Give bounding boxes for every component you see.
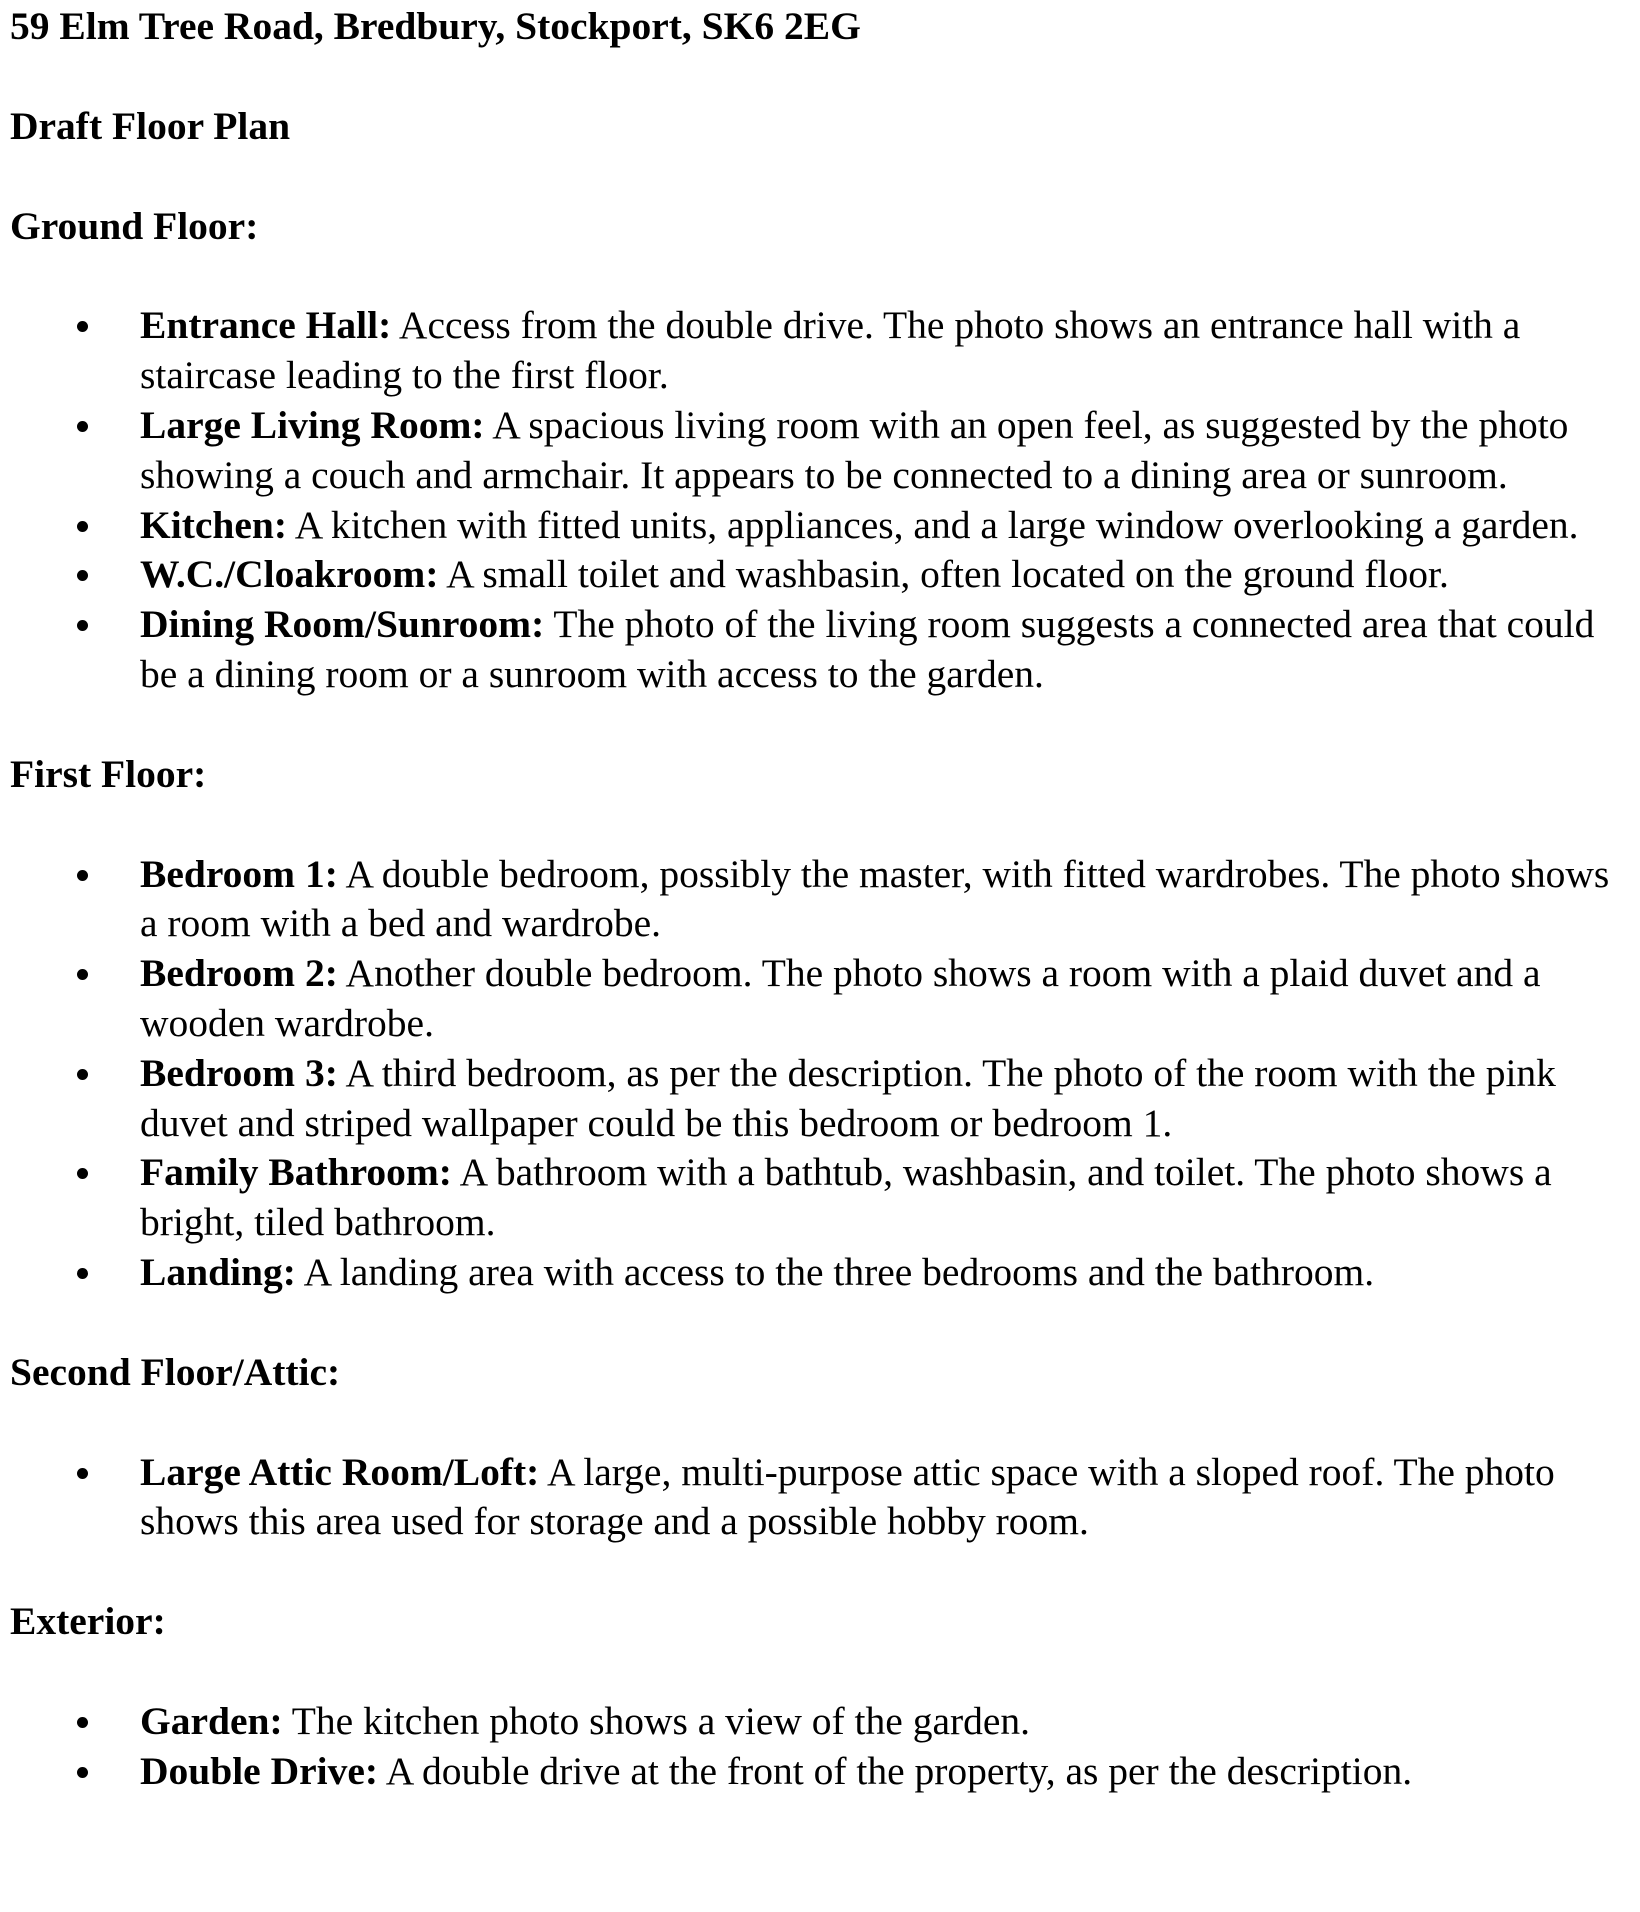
document-title: 59 Elm Tree Road, Bredbury, Stockport, SK6 2EG <box>10 4 861 48</box>
spacer <box>10 1398 1640 1448</box>
bullet-icon <box>77 521 88 532</box>
bullet-icon <box>77 969 88 980</box>
room-description: A double bedroom, possibly the master, with fitted wardrobes. The photo shows a room with a bed and wardrobe. <box>140 851 1610 946</box>
section-exterior <box>10 1597 1640 1796</box>
bullet-icon <box>77 421 88 432</box>
room-label: Kitchen: <box>140 502 288 547</box>
section-first-floor <box>10 750 1640 1348</box>
room-label: Bedroom 1: <box>140 851 338 896</box>
section-second-floor <box>10 1348 1640 1597</box>
room-label: Dining Room/Sunroom: <box>140 602 545 647</box>
room-description: Access from the double drive. The photo shows an entrance hall with a staircase leading to the first floor. <box>140 303 1521 398</box>
room-label: Bedroom 2: <box>140 951 338 996</box>
section-ground-floor <box>10 202 1640 750</box>
list-item <box>10 600 1640 700</box>
section-heading: First Floor: <box>10 751 207 796</box>
list-item <box>10 501 1640 551</box>
list-item <box>10 1448 1640 1548</box>
list-item <box>10 401 1640 501</box>
bullet-icon <box>77 1468 88 1479</box>
room-list <box>10 1697 1640 1797</box>
room-label: W.C./Cloakroom: <box>140 552 439 597</box>
room-description: A landing area with access to the three bedrooms and the bathroom. <box>295 1249 1375 1294</box>
list-item <box>10 550 1640 600</box>
list-item <box>10 850 1640 950</box>
room-label: Entrance Hall: <box>140 303 392 348</box>
room-list <box>10 301 1640 699</box>
room-description: A bathroom with a bathtub, washbasin, and toilet. The photo shows a bright, tiled bathroom. <box>140 1150 1552 1245</box>
room-description: A spacious living room with an open feel, as suggested by the photo showing a couch and armchair. It appears to be connected to a dining area or sunroom. <box>140 402 1569 497</box>
section-heading: Exterior: <box>10 1599 166 1644</box>
bullet-icon <box>77 1767 88 1778</box>
list-item <box>10 1049 1640 1149</box>
bullet-icon <box>77 1268 88 1279</box>
room-list <box>10 850 1640 1298</box>
room-description: A kitchen with fitted units, appliances, and a large window overlooking a garden. <box>287 502 1579 547</box>
room-label: Garden: <box>140 1698 283 1743</box>
list-item <box>10 1747 1640 1797</box>
section-heading: Second Floor/Attic: <box>10 1349 341 1394</box>
bullet-icon <box>77 620 88 631</box>
room-label: Bedroom 3: <box>140 1050 338 1095</box>
list-item <box>10 1248 1640 1298</box>
spacer <box>10 152 1640 202</box>
room-description: A third bedroom, as per the description. The photo of the room with the pink duvet and striped wallpaper could be this bedroom or bedroom 1. <box>140 1050 1556 1145</box>
room-label: Large Attic Room/Loft: <box>140 1449 540 1494</box>
room-label: Landing: <box>140 1249 296 1294</box>
bullet-icon <box>77 870 88 881</box>
list-item <box>10 1697 1640 1747</box>
bullet-icon <box>77 570 88 581</box>
spacer <box>10 700 1640 750</box>
spacer <box>10 1647 1640 1697</box>
room-description: The kitchen photo shows a view of the garden. <box>282 1698 1031 1743</box>
room-description: Another double bedroom. The photo shows a room with a plaid duvet and a wooden wardrobe. <box>140 951 1541 1045</box>
room-label: Large Living Room: <box>140 402 485 447</box>
bullet-icon <box>77 1717 88 1728</box>
list-item <box>10 949 1640 1049</box>
room-list <box>10 1448 1640 1548</box>
spacer <box>10 1547 1640 1597</box>
room-label: Double Drive: <box>140 1748 379 1793</box>
room-description: A large, multi-purpose attic space with a sloped roof. The photo shows this area used for storage and a possible hobby room. <box>140 1449 1555 1544</box>
room-label: Family Bathroom: <box>140 1150 452 1195</box>
section-heading: Ground Floor: <box>10 203 259 248</box>
spacer <box>10 52 1640 102</box>
document-subtitle: Draft Floor Plan <box>10 103 291 148</box>
bullet-icon <box>77 1168 88 1179</box>
spacer <box>10 800 1640 850</box>
room-description: The photo of the living room suggests a connected area that could be a dining room or a sunroom with access to the garden. <box>140 602 1595 696</box>
room-description: A double drive at the front of the property, as per the description. <box>378 1748 1413 1793</box>
list-item <box>10 1148 1640 1248</box>
bullet-icon <box>77 1069 88 1080</box>
room-description: A small toilet and washbasin, often located on the ground floor. <box>438 552 1449 597</box>
spacer <box>10 1298 1640 1348</box>
list-item <box>10 301 1640 401</box>
spacer <box>10 251 1640 301</box>
bullet-icon <box>77 321 88 332</box>
